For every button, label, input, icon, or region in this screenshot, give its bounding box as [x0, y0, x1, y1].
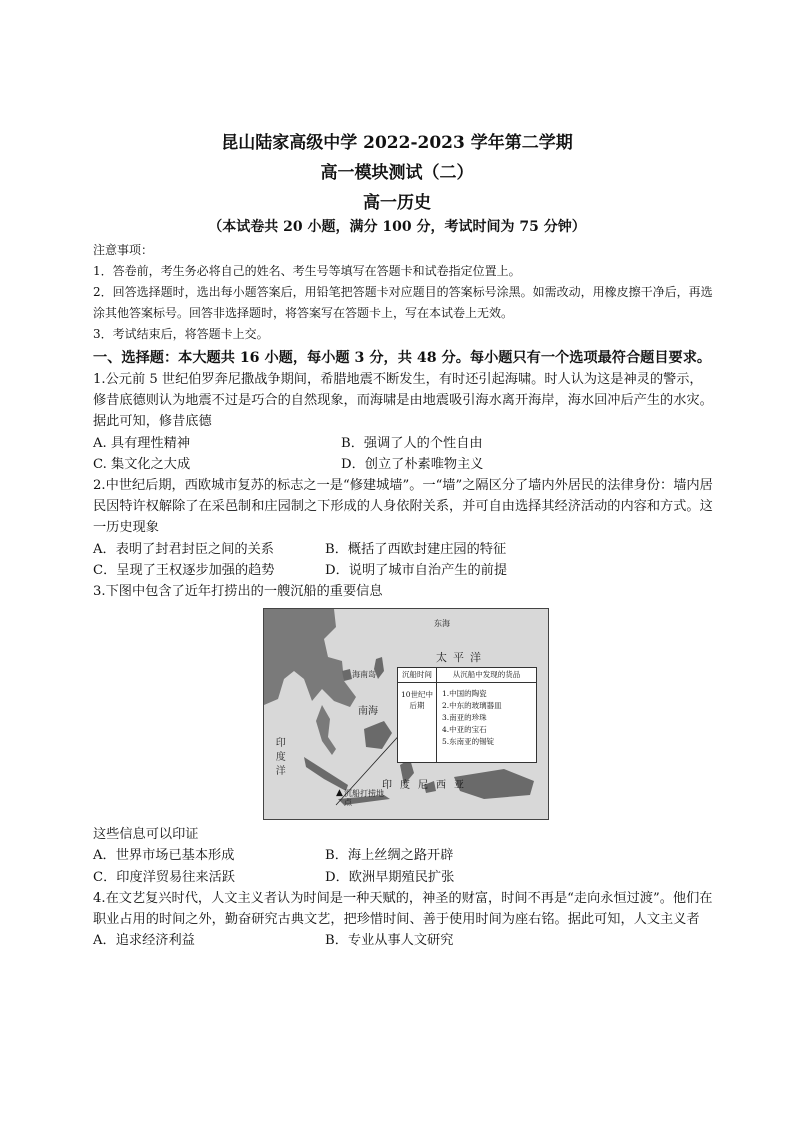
question-3 — [93, 581, 713, 888]
legend-item: 1.中国的陶瓷 — [442, 689, 487, 699]
q1-option-d: D．创立了朴素唯物主义 — [341, 456, 484, 472]
wreck-marker-icon: ▲ — [336, 788, 343, 799]
legend-goods-header: 从沉船中发现的货品 — [452, 670, 521, 680]
question-4-stem: 4.在文艺复兴时代，人文主义者认为时间是一种天赋的，神圣的财富，时间不再是“走向永恒过渡”。他们在职业占用的时间之外，勤奋研究古典文艺，把珍惜时间、善于使用时间为座右铭。据此可知，人文主义者 — [93, 890, 713, 928]
question-1 — [93, 369, 713, 475]
map-legend — [397, 667, 537, 763]
q2-option-c: C．呈现了王权逐步加强的趋势 — [93, 562, 275, 578]
notes — [93, 240, 713, 345]
question-2 — [93, 475, 713, 581]
q2-option-a: A．表明了封君封臣之间的关系 — [93, 541, 274, 557]
label-hainan: 海南岛 — [352, 670, 376, 680]
section-heading: 一、选择题：本大题共 16 小题，每小题 3 分，共 48 分。每小题只有一个选项最符合题目要求。 — [93, 350, 712, 366]
label-east-sea: 东海 — [434, 619, 450, 629]
question-3-lead: 这些信息可以印证 — [93, 827, 199, 843]
label-indonesia: 印度尼西亚 — [382, 780, 472, 792]
legend-item: 3.南亚的珍珠 — [442, 713, 487, 723]
question-4 — [93, 888, 713, 952]
label-pacific: 太平洋 — [436, 651, 487, 665]
q1-option-a: A. 具有理性精神 — [93, 435, 191, 451]
question-3-stem: 3.下图中包含了近年打捞出的一艘沉船的重要信息 — [93, 584, 383, 600]
exam-info: （本试卷共 20 小题，满分 100 分，考试时间为 75 分钟） — [208, 219, 586, 235]
notes-heading: 注意事项： — [93, 243, 154, 257]
q1-option-b: B．强调了人的个性自由 — [341, 435, 483, 451]
legend-time-value: 10世纪中后期 — [398, 683, 437, 762]
label-south-sea: 南海 — [358, 706, 378, 718]
q4-option-a: A．追求经济利益 — [93, 933, 195, 949]
q1-option-c: C. 集文化之大成 — [93, 456, 191, 472]
legend-item: 2.中东的玻璃器皿 — [442, 701, 502, 711]
shipwreck-map — [263, 608, 549, 820]
exam-content — [93, 240, 713, 951]
q3-option-b: B．海上丝绸之路开辟 — [325, 848, 454, 864]
legend-item: 4.中亚的宝石 — [442, 725, 487, 735]
label-wreck-site: 沉船打捞地点 — [344, 789, 384, 808]
q3-option-a: A．世界市场已基本形成 — [93, 848, 235, 864]
legend-goods-list — [437, 683, 536, 762]
label-indian-ocean: 印度洋 — [273, 737, 285, 780]
q3-option-d: D．欧洲早期殖民扩张 — [325, 869, 455, 885]
q4-option-b: B．专业从事人文研究 — [325, 933, 454, 949]
note-2: 2．回答选择题时，选出每小题答案后，用铅笔把答题卡对应题目的答案标号涂黑。如需改动，用橡皮擦干净后，再选涂其他答案标号。回答非选择题时，将答案写在答题卡上，写在本试卷上无效。 — [93, 285, 713, 320]
subject-title: 高一历史 — [363, 193, 431, 213]
q3-option-c: C．印度洋贸易往来活跃 — [93, 869, 235, 885]
exam-subtitle: 高一模块测试（二） — [320, 163, 474, 183]
legend-time-header: 沉船时间 — [398, 668, 437, 682]
note-1: 1．答卷前，考生务必将自己的姓名、考生号等填写在答题卡和试卷指定位置上。 — [93, 264, 521, 278]
q2-option-b: B．概括了西欧封建庄园的特征 — [325, 541, 507, 557]
question-1-stem: 1.公元前 5 世纪伯罗奔尼撒战争期间，希腊地震不断发生，有时还引起海啸。时人认为这是神灵的警示，修昔底德则认为地震不过是巧合的自然现象，而海啸是由地震吸引海水离开海岸，海水回冲后产生的水灾。据此可知，修昔底德 — [93, 372, 713, 430]
legend-item: 5.东南亚的锡锭 — [442, 737, 495, 747]
exam-title: 昆山陆家高级中学 2022-2023 学年第二学期 — [221, 133, 573, 153]
question-2-stem: 2.中世纪后期，西欧城市复苏的标志之一是“修建城墙”。一“墙”之隔区分了墙内外居民的法律身份：墙内居民因特许权解除了在采邑制和庄园制之下形成的人身依附关系，并可自由选择其经济活动的内容和方式。这一历史现象 — [93, 478, 713, 536]
q2-option-d: D．说明了城市自治产生的前提 — [325, 562, 508, 578]
note-3: 3．考试结束后，将答题卡上交。 — [93, 327, 269, 341]
